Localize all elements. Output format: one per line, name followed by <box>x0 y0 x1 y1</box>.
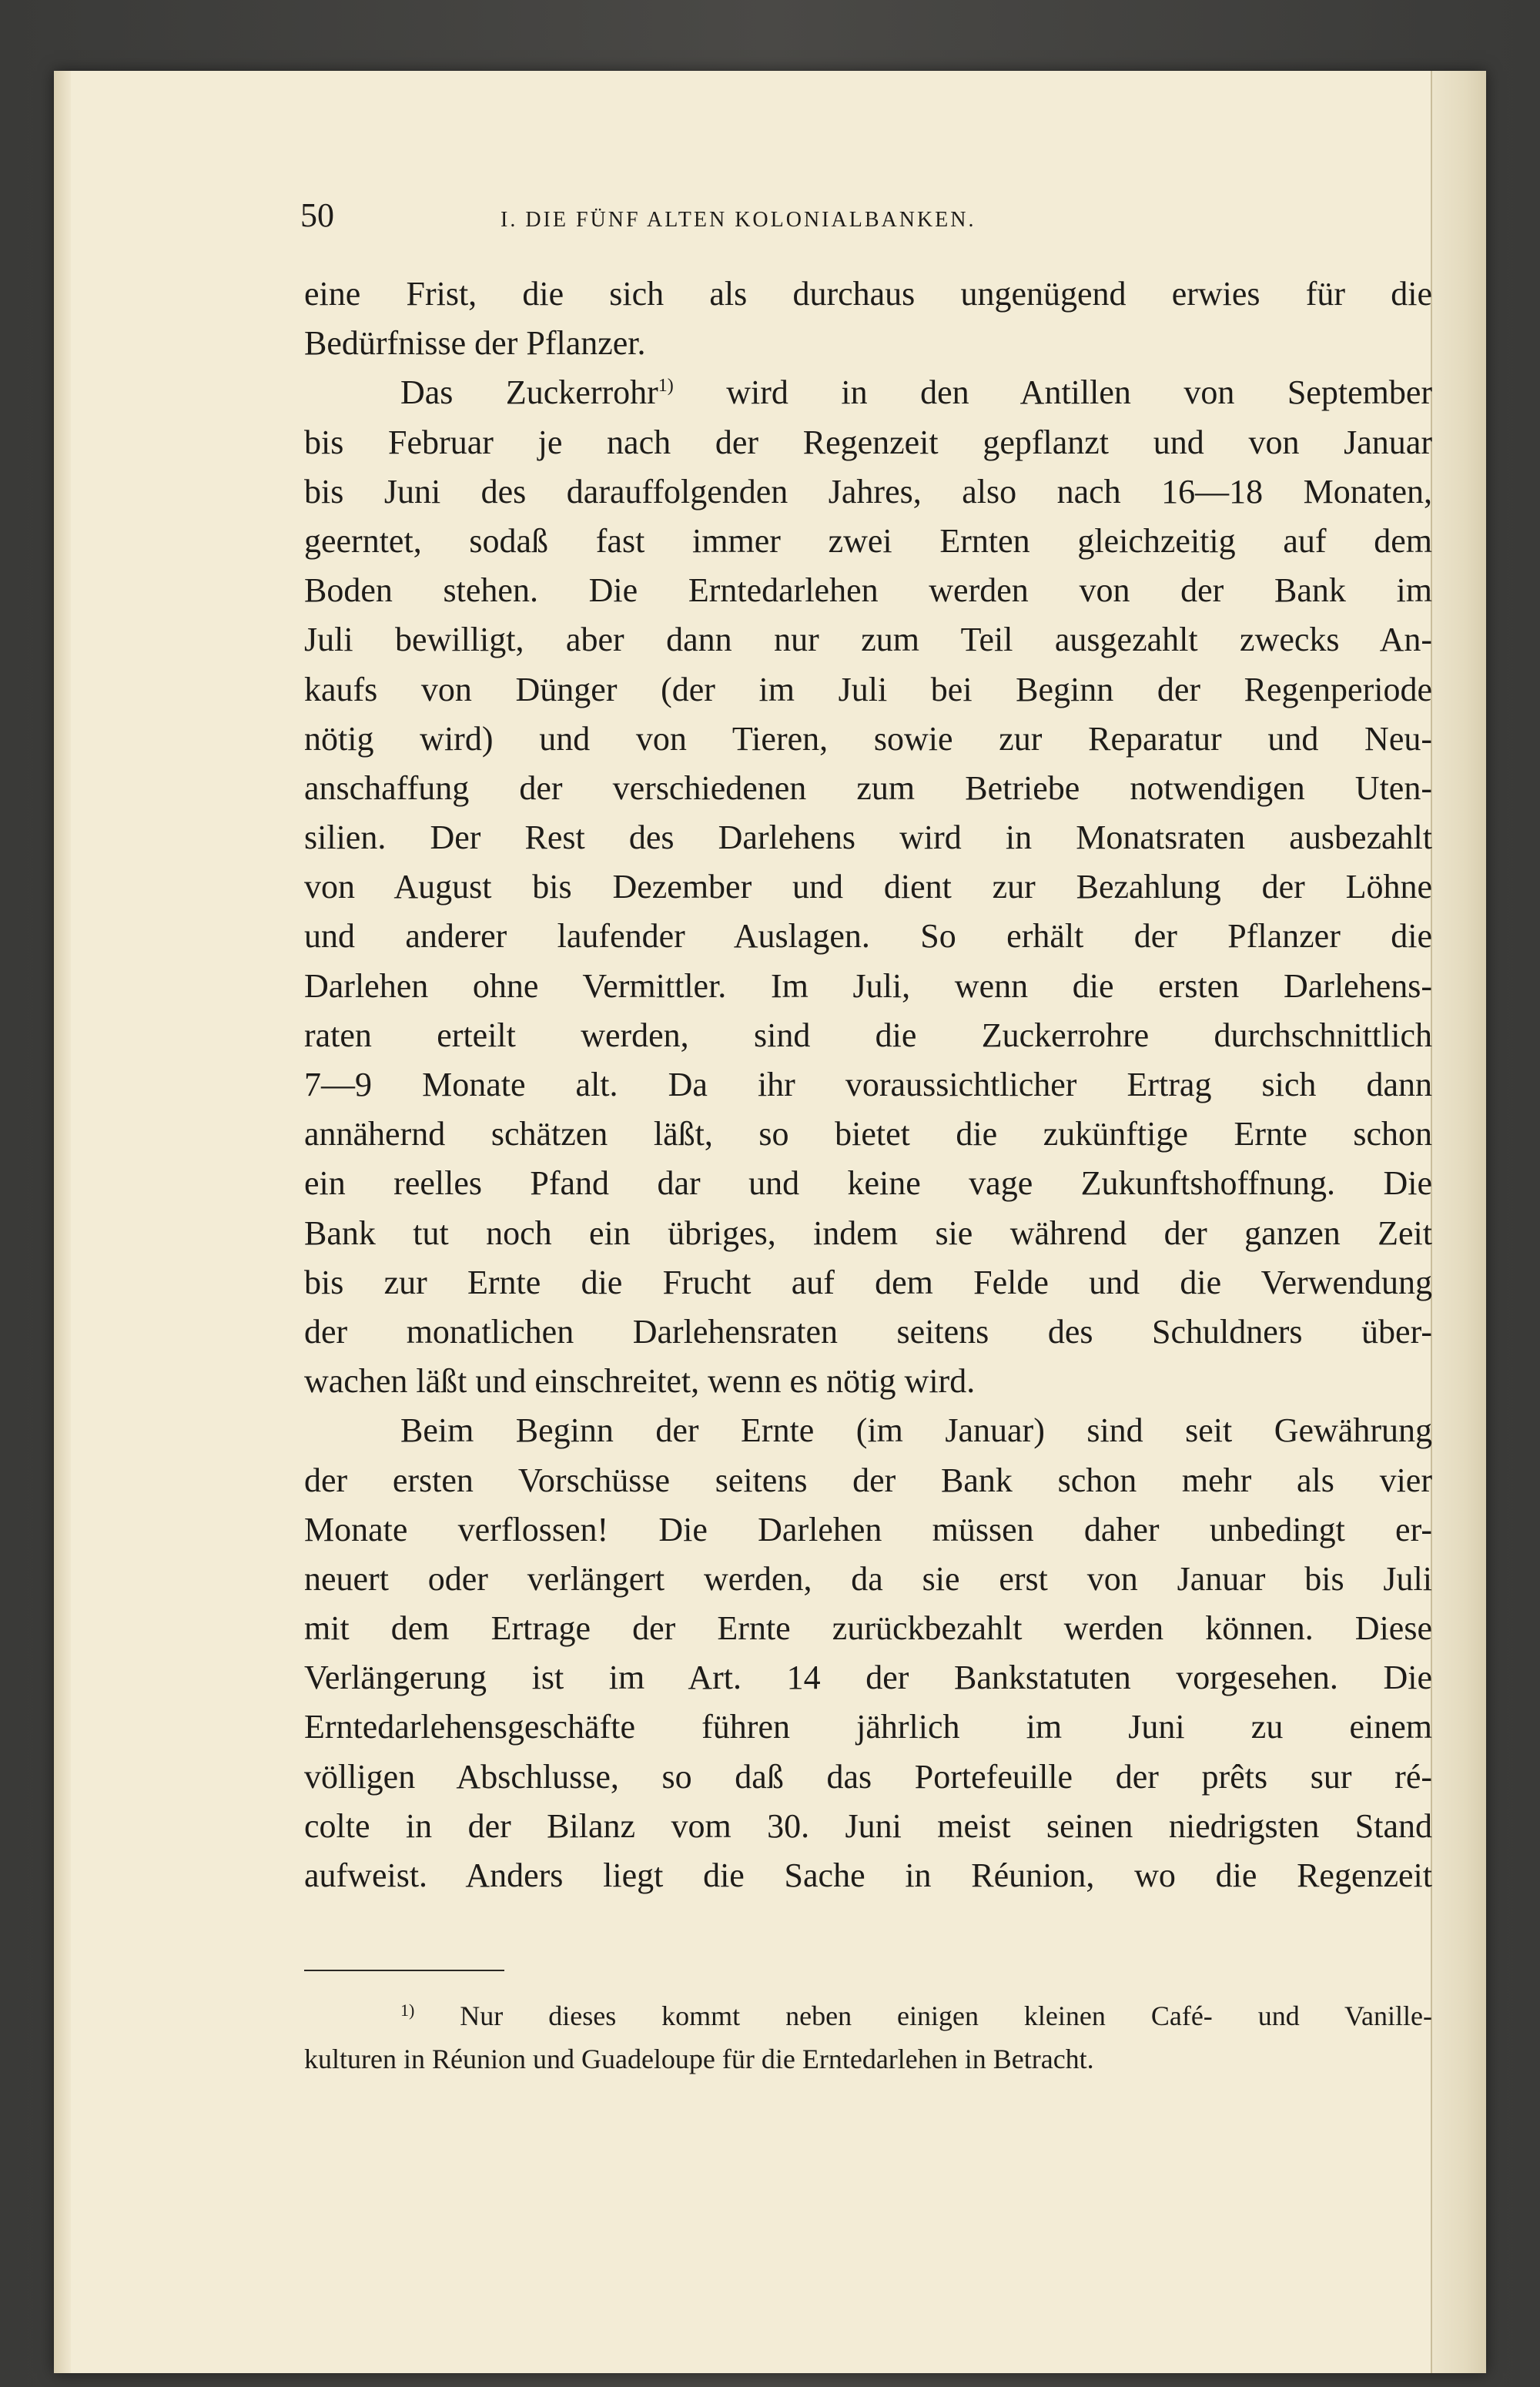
page-number: 50 <box>300 196 334 234</box>
text-line: 7—9 Monate alt. Da ihr voraussichtlicher Ertrag sich dann <box>304 1066 1432 1103</box>
footnote-mark: 1) <box>400 2000 415 2020</box>
text-line: nötig wird) und von Tieren, sowie zur Reparatur und Neu- <box>304 719 1432 758</box>
page-gutter-shadow <box>54 71 71 2373</box>
text-line: Juli bewilligt, aber dann nur zum Teil ausgezahlt zwecks An- <box>304 621 1432 659</box>
footnote-line <box>304 1994 1432 2037</box>
text-line: colte in der Bilanz vom 30. Juni meist seinen niedrigsten Stand <box>304 1806 1432 1845</box>
text-line: mit dem Ertrage der Ernte zurückbezahlt werden können. Diese <box>304 1609 1432 1648</box>
text-line: bis Juni des darauffolgenden Jahres, also nach 16—18 Monaten, <box>304 472 1432 511</box>
paragraph-3 <box>304 1406 1432 1900</box>
text-line: eine Frist, die sich als durchaus ungenügend erwies für die <box>304 275 1432 313</box>
paragraph-1 <box>304 270 1432 368</box>
text-line: anschaffung der verschiedenen zum Betriebe notwendigen Uten- <box>304 768 1432 807</box>
text-line: Bedürfnisse der Pflanzer. <box>304 324 646 363</box>
text-line: silien. Der Rest des Darlehens wird in Monatsraten ausbezahlt <box>304 819 1432 857</box>
footnote <box>304 1994 1432 2081</box>
text-line: Boden stehen. Die Erntedarlehen werden von der Bank im <box>304 571 1432 610</box>
text-fragment: wird in den Antillen von September <box>726 373 1433 412</box>
text-line: der monatlichen Darlehensraten seitens des Schuldners über- <box>304 1312 1432 1351</box>
text-line: von August bis Dezember und dient zur Bezahlung der Löhne <box>304 868 1432 906</box>
text-line: geerntet, sodaß fast immer zwei Ernten gleichzeitig auf dem <box>304 521 1432 560</box>
text-line: völligen Abschlusse, so daß das Portefeuille der prêts sur ré- <box>304 1757 1432 1796</box>
text-line: Monate verflossen! Die Darlehen müssen daher unbedingt er- <box>304 1510 1432 1548</box>
footnote-line: kulturen in Réunion und Guadeloupe für die Erntedarlehen in Betracht. <box>304 2044 1094 2074</box>
footnote-rule <box>304 1970 504 1971</box>
text-line: bis Februar je nach der Regenzeit gepflanzt und von Januar <box>304 423 1432 461</box>
text-line: Beim Beginn der Ernte (im Januar) sind seit Gewährung <box>400 1411 1432 1450</box>
text-line: und anderer laufender Auslagen. So erhält der Pflanzer die <box>304 917 1432 956</box>
body-text <box>304 270 1432 1900</box>
text-line: annähernd schätzen läßt, so bietet die zukünftige Ernte schon <box>304 1115 1432 1153</box>
text-line: Erntedarlehensgeschäfte führen jährlich im Juni zu einem <box>304 1708 1432 1746</box>
text-fragment: Nur dieses kommt neben einigen kleinen Café- und Vanille- <box>460 2000 1432 2031</box>
text-line <box>304 368 1432 417</box>
running-title: I. DIE FÜNF ALTEN KOLONIALBANKEN. <box>500 208 976 232</box>
text-line: Verlängerung ist im Art. 14 der Bankstatuten vorgesehen. Die <box>304 1659 1432 1697</box>
paragraph-2 <box>304 368 1432 1406</box>
text-line: aufweist. Anders liegt die Sache in Réunion, wo die Regenzeit <box>304 1856 1432 1894</box>
text-line: der ersten Vorschüsse seitens der Bank schon mehr als vier <box>304 1461 1432 1499</box>
text-line: neuert oder verlängert werden, da sie erst von Januar bis Juli <box>304 1559 1432 1598</box>
text-line: Darlehen ohne Vermittler. Im Juli, wenn die ersten Darlehens- <box>304 966 1432 1005</box>
text-line: bis zur Ernte die Frucht auf dem Felde und die Verwendung <box>304 1263 1432 1301</box>
text-line: ein reelles Pfand dar und keine vage Zukunftshoffnung. Die <box>304 1164 1432 1203</box>
text-line: Bank tut noch ein übriges, indem sie während der ganzen Zeit <box>304 1214 1432 1252</box>
text-line: wachen läßt und einschreitet, wenn es nötig wird. <box>304 1362 976 1401</box>
running-head <box>300 192 1424 239</box>
text-line: raten erteilt werden, sind die Zuckerrohre durchschnittlich <box>304 1016 1432 1054</box>
page-edge-stack <box>1431 71 1486 2373</box>
footnote-reference: 1) <box>658 376 674 397</box>
text-line: kaufs von Dünger (der im Juli bei Beginn der Regenperiode <box>304 670 1432 708</box>
text-fragment: Das Zuckerrohr <box>400 373 658 412</box>
